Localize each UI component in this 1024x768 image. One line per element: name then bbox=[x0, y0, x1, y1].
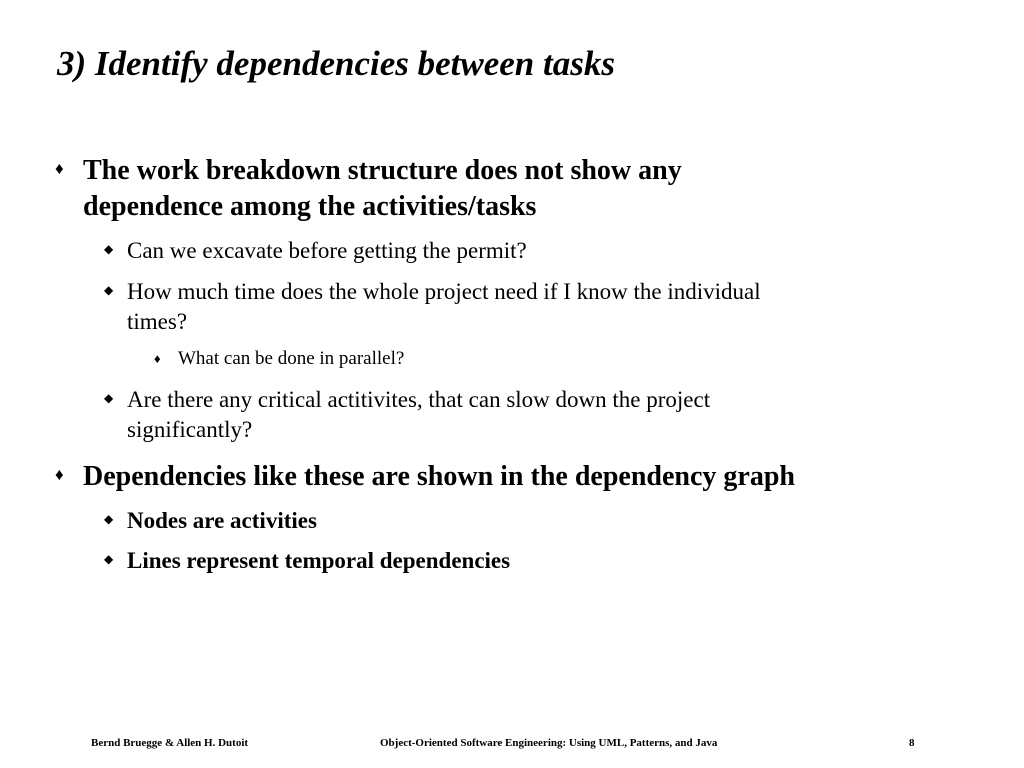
subbullet-text-line: How much time does the whole project need if I know the individual bbox=[127, 279, 761, 304]
footer-authors: Bernd Bruegge & Allen H. Dutoit bbox=[91, 737, 249, 749]
subbullet-text-line: significantly? bbox=[127, 417, 253, 442]
subbullet-text: Can we excavate before getting the permit? bbox=[127, 238, 527, 263]
diamond-bullet-icon: ♦ bbox=[154, 351, 161, 366]
subbullet-text bbox=[127, 277, 761, 337]
subsubbullet-text: What can be done in parallel? bbox=[178, 348, 405, 369]
subbullet-text: Nodes are activities bbox=[127, 508, 317, 533]
subbullet-text: Lines represent temporal dependencies bbox=[127, 548, 511, 573]
footer-page-number: 8 bbox=[909, 737, 915, 749]
diamond-bullet-icon: ♦ bbox=[55, 159, 64, 178]
bullet-text bbox=[83, 153, 682, 225]
diamond-bullet-icon: ◆ bbox=[104, 512, 114, 526]
footer-book-title: Object-Oriented Software Engineering: Using UML, Patterns, and Java bbox=[380, 737, 718, 749]
subbullet-text-line: Are there any critical actitivites, that can slow down the project bbox=[127, 387, 711, 412]
subbullet-text-line: times? bbox=[127, 309, 188, 334]
diamond-bullet-icon: ♦ bbox=[55, 465, 64, 484]
bullet-text-line: The work breakdown structure does not show any bbox=[83, 155, 682, 186]
diamond-bullet-icon: ◆ bbox=[104, 552, 114, 566]
bullet-text: Dependencies like these are shown in the dependency graph bbox=[83, 461, 795, 492]
diamond-bullet-icon: ◆ bbox=[104, 283, 114, 297]
bullet-text-line: dependence among the activities/tasks bbox=[83, 191, 537, 222]
diamond-bullet-icon: ◆ bbox=[104, 391, 114, 405]
subbullet-text bbox=[127, 385, 710, 445]
slide-title: 3) Identify dependencies between tasks bbox=[57, 44, 615, 83]
diamond-bullet-icon: ◆ bbox=[104, 242, 114, 256]
